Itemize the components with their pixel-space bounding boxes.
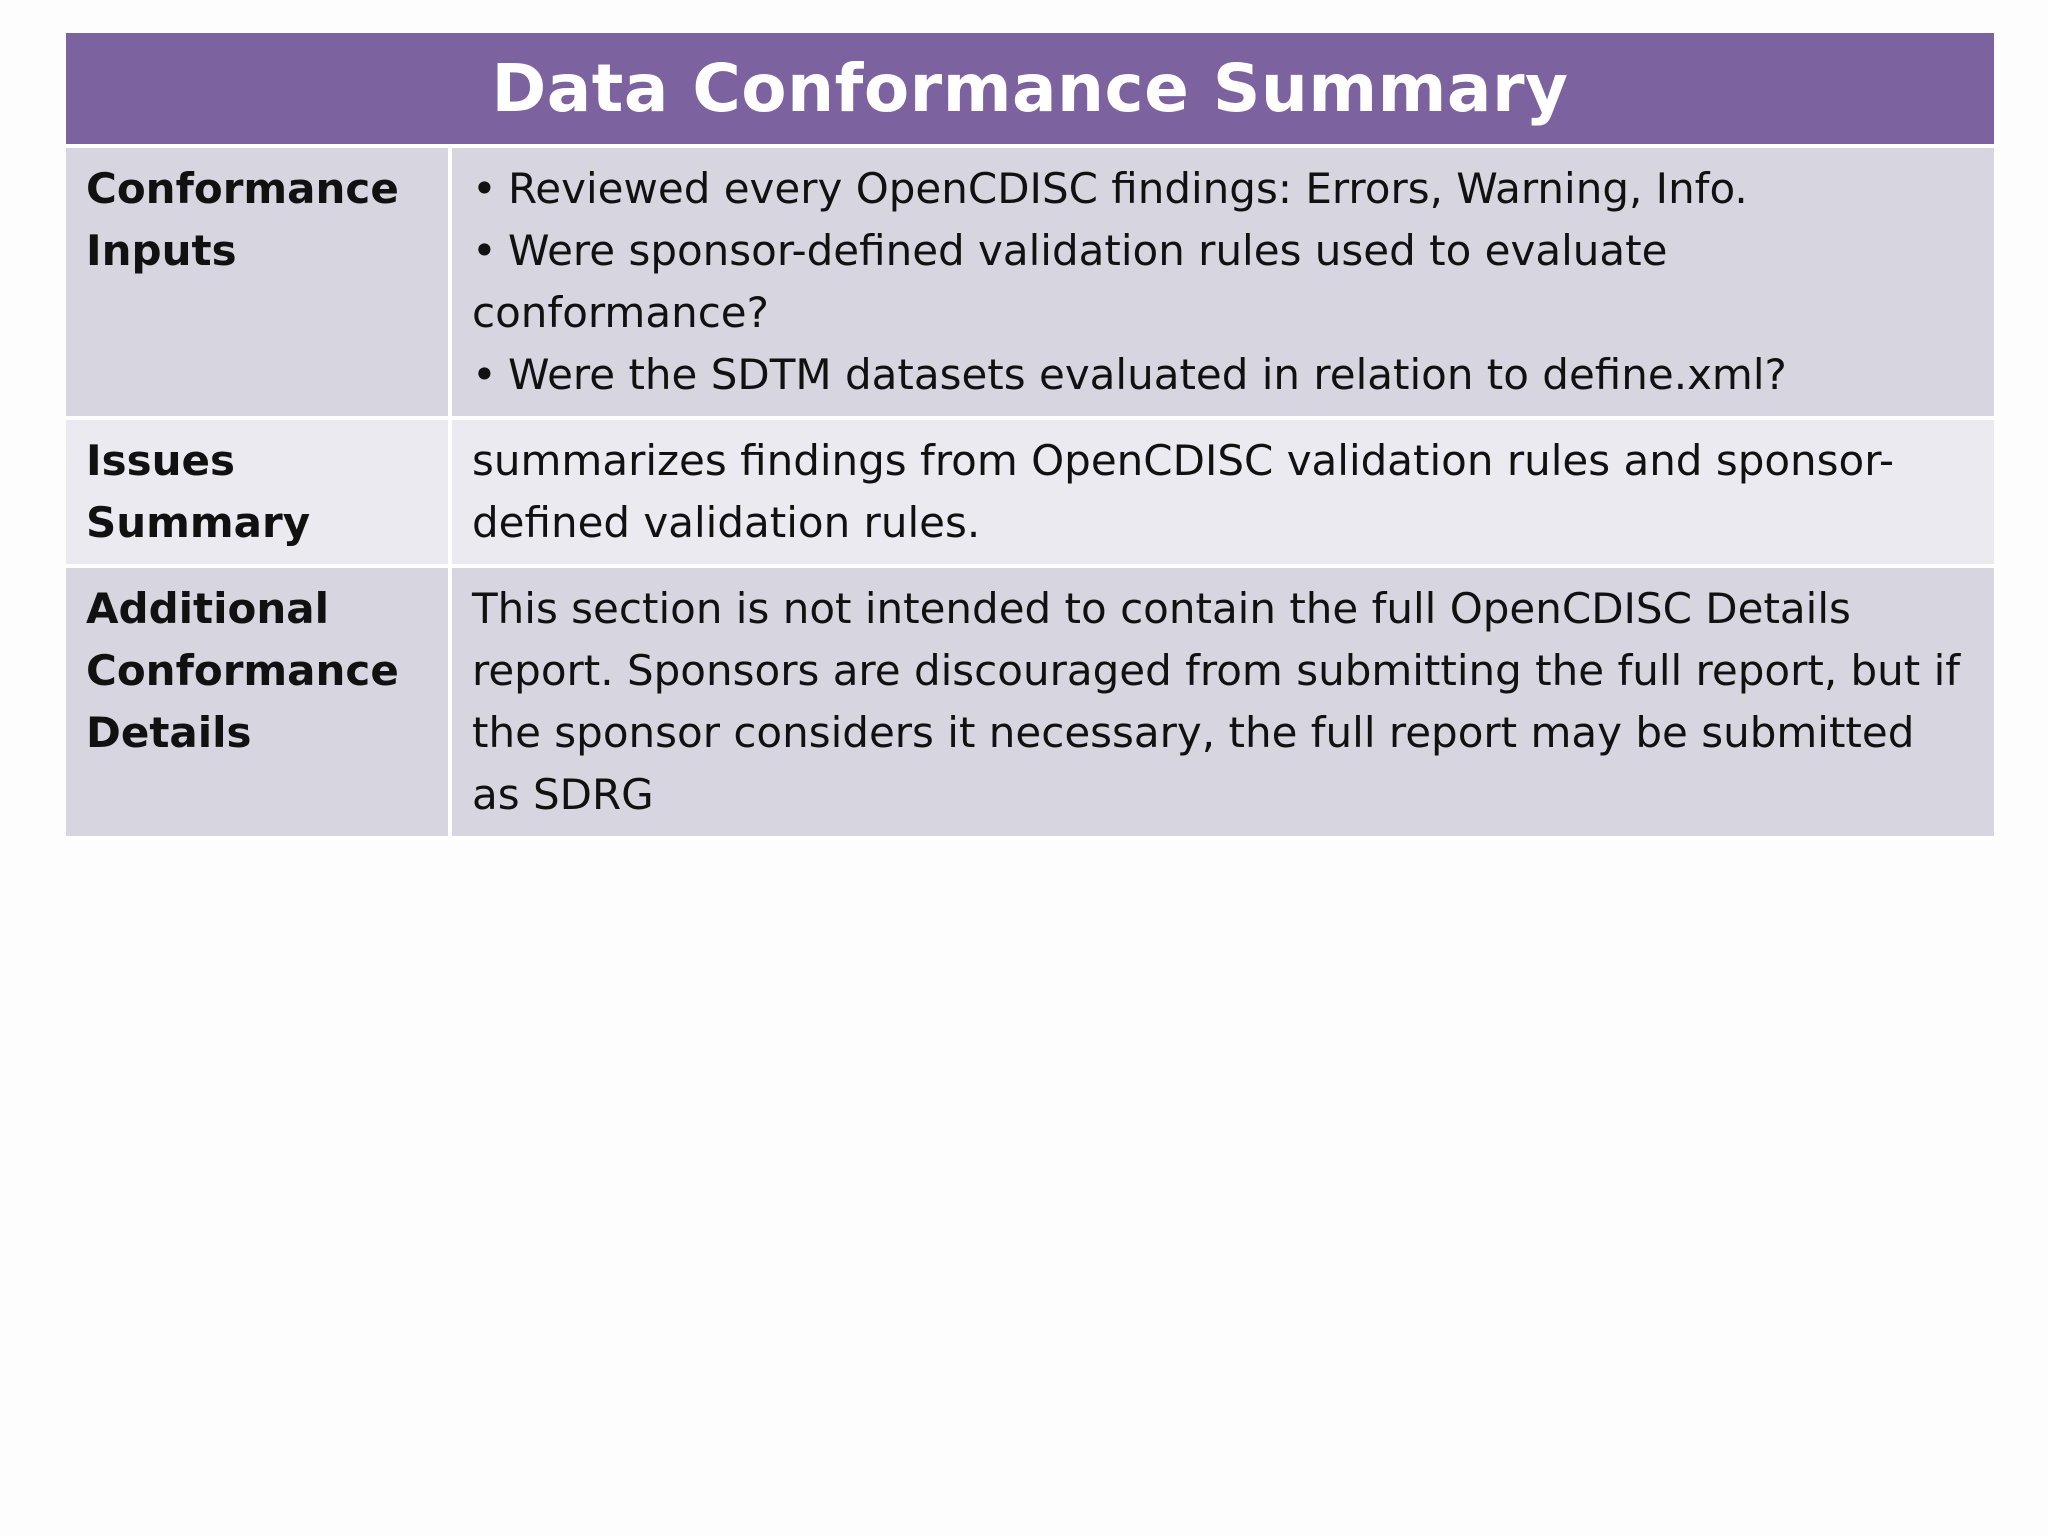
row-content-issues-summary: summarizes findings from OpenCDISC validation rules and sponsor-defined validation rules.	[450, 418, 1994, 566]
table-row	[66, 418, 1994, 566]
bullet-item: • Were sponsor-defined validation rules used to evaluate conformance?	[472, 220, 1970, 344]
bullet-item: • Were the SDTM datasets evaluated in relation to define.xml?	[472, 344, 1970, 406]
slide-title: Data Conformance Summary	[491, 50, 1569, 127]
row-label-additional-details: Additional Conformance Details	[66, 566, 450, 838]
bullet-icon: •	[472, 226, 497, 275]
table-row	[66, 148, 1994, 418]
summary-table	[66, 148, 1994, 840]
row-content-additional-details: This section is not intended to contain the full OpenCDISC Details report. Sponsors are discouraged from submitting the full report, but if the sponsor considers it necessary, the full report may be submitted as SDRG	[450, 566, 1994, 838]
table-row	[66, 566, 1994, 838]
title-bar	[66, 33, 1994, 148]
bullet-item: • Reviewed every OpenCDISC findings: Errors, Warning, Info.	[472, 158, 1970, 220]
row-label-issues-summary: Issues Summary	[66, 418, 450, 566]
row-content-conformance-inputs	[450, 148, 1994, 418]
bullet-icon: •	[472, 350, 497, 399]
bullet-icon: •	[472, 164, 497, 213]
conformance-table	[66, 33, 1994, 840]
row-label-conformance-inputs: Conformance Inputs	[66, 148, 450, 418]
